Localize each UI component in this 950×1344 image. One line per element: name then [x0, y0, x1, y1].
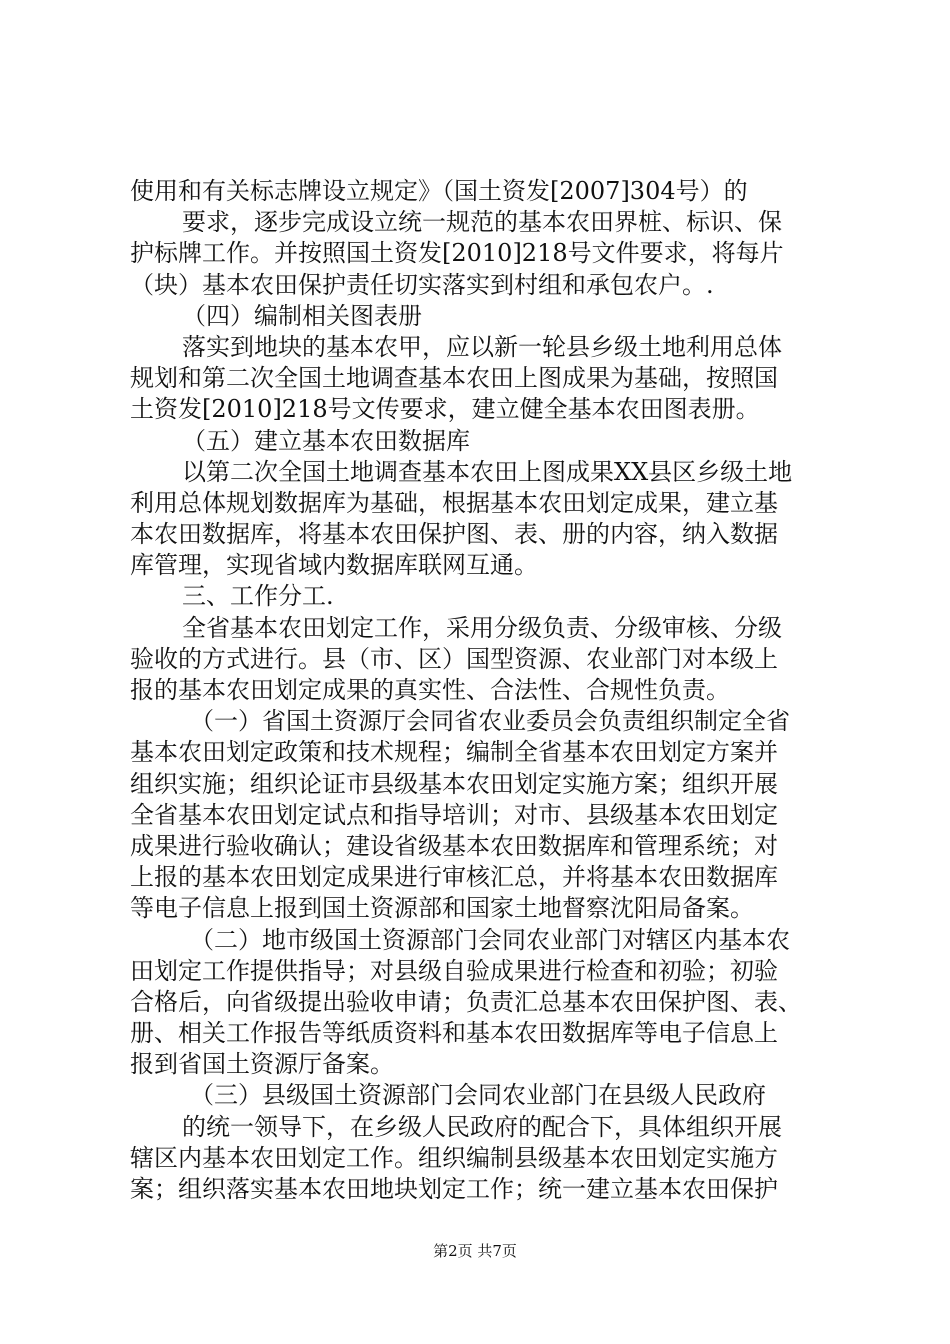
text-line: 护标牌工作。并按照国土资发[2010]218号文件要求，将每片 [130, 239, 784, 268]
text-line: 全省基本农田划定工作，采用分级负责、分级审核、分级 [182, 613, 782, 642]
text-line: （块）基本农田保护责任切实落实到村组和承包农户。. [130, 270, 714, 299]
text-line: 本农田数据库，将基本农田保护图、表、册的内容，纳入数据 [130, 520, 778, 549]
text-line: 等电子信息上报到国土资源部和国家土地督察沈阳局备案。 [130, 894, 754, 923]
page-number-footer: 第2页 共7页 [433, 1242, 517, 1260]
text-line: 成果进行验收确认；建设省级基本农田数据库和管理系统；对 [130, 831, 778, 860]
text-line: 报到省国土资源厅备案。 [130, 1050, 394, 1079]
text-line: 案；组织落实基本农田地块划定工作；统一建立基本农田保护 [130, 1175, 778, 1203]
text-line: （二）地市级国土资源部门会同农业部门对辖区内基本农 [190, 925, 790, 954]
text-line: 基本农田划定政策和技术规程；编制全省基本农田划定方案并 [130, 738, 778, 767]
text-line: 册、相关工作报告等纸质资料和基本农田数据库等电子信息上 [130, 1019, 778, 1048]
section-heading: （四）编制相关图表册 [182, 301, 422, 330]
text-line: 要求，逐步完成设立统一规范的基本农田界桩、标识、保 [182, 208, 782, 237]
text-line: 利用总体规划数据库为基础，根据基本农田划定成果，建立基 [130, 488, 778, 517]
text-line: 以第二次全国土地调查基本农田上图成果XX县区乡级土地 [182, 457, 793, 486]
section-heading: （五）建立基本农田数据库 [182, 426, 470, 455]
text-line: 全省基本农田划定试点和指导培训；对市、县级基本农田划定 [130, 800, 778, 829]
text-line: （一）省国土资源厅会同省农业委员会负责组织制定全省 [190, 707, 790, 736]
text-line: 库管理，实现省域内数据库联网互通。 [130, 551, 538, 580]
text-line: （三）县级国土资源部门会同农业部门在县级人民政府 [190, 1081, 766, 1110]
text-line: 的统一领导下，在乡级人民政府的配合下，具体组织开展 [182, 1112, 782, 1141]
text-line: 报的基本农田划定成果的真实性、合法性、合规性负责。 [130, 676, 730, 704]
text-line: 辖区内基本农田划定工作。组织编制县级基本农田划定实施方 [130, 1143, 778, 1172]
text-line: 验收的方式进行。县（市、区）国型资源、农业部门对本级上 [130, 644, 778, 673]
section-heading: 三、工作分工. [182, 582, 334, 611]
document-body [130, 176, 830, 1205]
text-line: 规划和第二次全国土地调查基本农田上图成果为基础，按照国 [130, 364, 778, 393]
text-line: 组织实施；组织论证市县级基本农田划定实施方案；组织开展 [130, 769, 778, 798]
text-line: 使用和有关标志牌设立规定》（国土资发[2007]304号）的 [130, 177, 748, 205]
text-line: 落实到地块的基本农甲，应以新一轮县乡级土地利用总体 [182, 332, 782, 361]
text-line: 田划定工作提供指导；对县级自验成果进行检查和初验；初验 [130, 956, 778, 985]
text-line: 上报的基本农田划定成果进行审核汇总，并将基本农田数据库 [130, 863, 778, 892]
text-line: 合格后，向省级提出验收申请；负责汇总基本农田保护图、表、 [130, 987, 802, 1016]
text-line: 土资发[2010]218号文传要求，建立健全基本农田图表册。 [130, 395, 760, 424]
